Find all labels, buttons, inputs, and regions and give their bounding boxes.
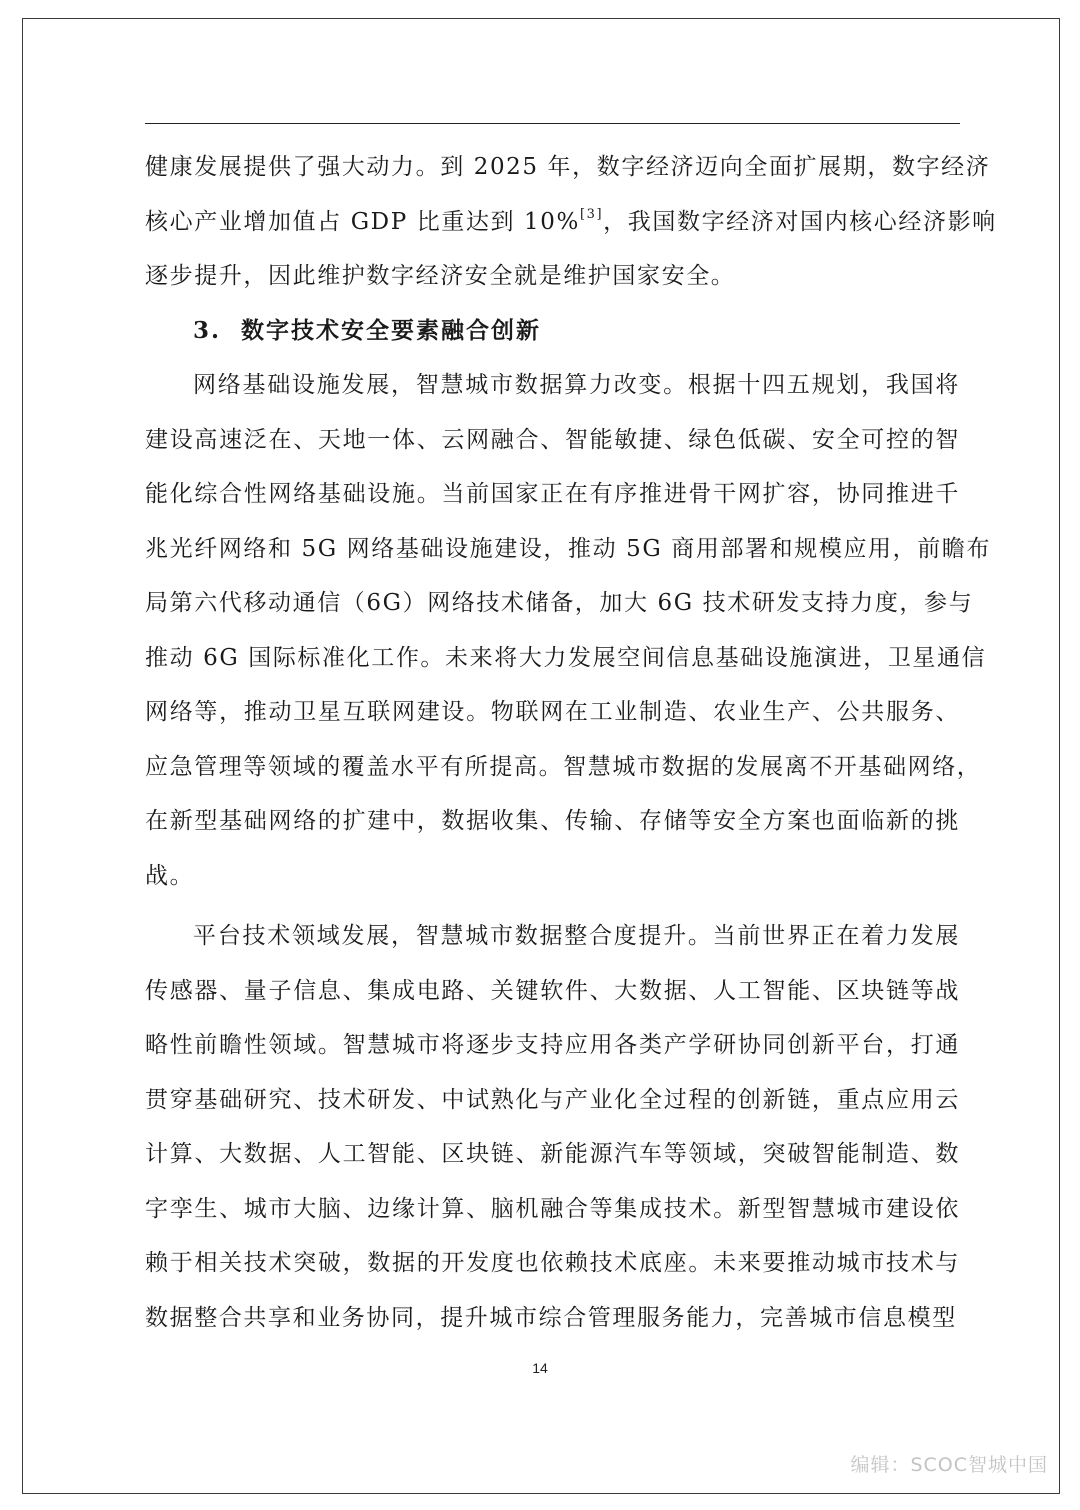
body-line: 略性前瞻性领域。智慧城市将逐步支持应用各类产学研协同创新平台，打通: [145, 1032, 960, 1058]
body-line: 贯穿基础研究、技术研发、中试熟化与产业化全过程的创新链，重点应用云: [145, 1086, 960, 1113]
header-rule: [145, 123, 960, 124]
body-text: 核心产业增加值占 GDP 比重达到 10%: [145, 208, 580, 235]
body-line: 平台技术领域发展，智慧城市数据整合度提升。当前世界正在着力发展: [193, 923, 960, 949]
section-number: 3.: [193, 316, 222, 344]
body-line: 网络基础设施发展，智慧城市数据算力改变。根据十四五规划，我国将: [193, 372, 960, 398]
body-line: 数据整合共享和业务协同，提升城市综合管理服务能力，完善城市信息模型: [145, 1304, 957, 1331]
body-line: 建设高速泛在、天地一体、云网融合、智能敏捷、绿色低碳、安全可控的智: [145, 426, 960, 453]
page-number: 14: [532, 1360, 548, 1376]
body-line: [145, 195, 997, 250]
body-text: ，我国数字经济对国内核心经济影响: [603, 208, 997, 235]
body-line: 字孪生、城市大脑、边缘计算、脑机融合等集成技术。新型智慧城市建设依: [145, 1195, 960, 1222]
body-line: 网络等，推动卫星互联网建设。物联网在工业制造、农业生产、公共服务、: [145, 699, 960, 725]
paragraph: [145, 909, 960, 1345]
body-line: 计算、大数据、人工智能、区块链、新能源汽车等领域，突破智能制造、数: [145, 1141, 960, 1167]
body-line: 应急管理等领域的覆盖水平有所提高。智慧城市数据的发展离不开基础网络，: [145, 753, 982, 780]
document-body: [145, 140, 997, 1345]
body-line: 战。: [145, 862, 195, 889]
body-line: 能化综合性网络基础设施。当前国家正在有序推进骨干网扩容，协同推进千: [145, 481, 960, 507]
section-heading: [145, 304, 960, 359]
citation: [3]: [579, 206, 604, 222]
body-line: 传感器、量子信息、集成电路、关键软件、大数据、人工智能、区块链等战: [145, 977, 960, 1004]
body-line: 在新型基础网络的扩建中，数据收集、传输、存储等安全方案也面临新的挑: [145, 808, 960, 834]
body-line: 赖于相关技术突破，数据的开发度也依赖技术底座。未来要推动城市技术与: [145, 1250, 960, 1276]
section-title: 数字技术安全要素融合创新: [241, 316, 542, 344]
body-line: 逐步提升，因此维护数字经济安全就是维护国家安全。: [145, 263, 736, 289]
body-line: 兆光纤网络和 5G 网络基础设施建设，推动 5G 商用部署和规模应用，前瞻布: [145, 535, 992, 562]
body-line: 健康发展提供了强大动力。到 2025 年，数字经济迈向全面扩展期，数字经济: [145, 154, 991, 180]
paragraph: [145, 358, 992, 903]
body-line: 推动 6G 国际标准化工作。未来将大力发展空间信息基础设施演进，卫星通信: [145, 644, 987, 671]
body-line: 局第六代移动通信（6G）网络技术储备，加大 6G 技术研发支持力度，参与: [145, 590, 974, 616]
watermark: 编辑：SCOC智城中国: [850, 1454, 1048, 1476]
